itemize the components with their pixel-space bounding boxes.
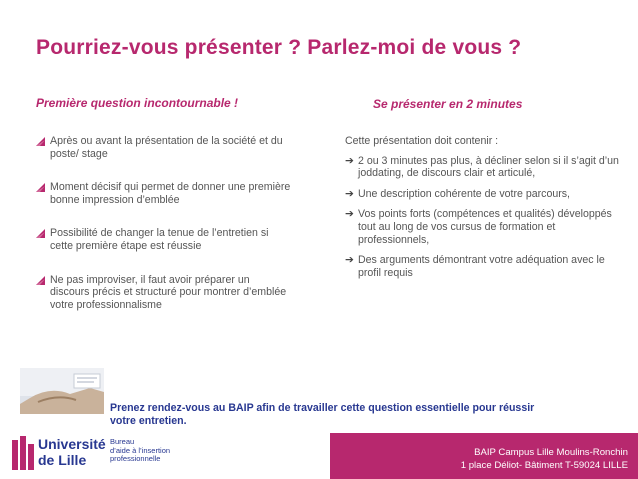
arrow-right-icon: ➔	[345, 187, 354, 200]
list-item	[36, 181, 291, 206]
slide-title: Pourriez-vous présenter ? Parlez-moi de vous ?	[36, 36, 522, 59]
bureau-name	[110, 438, 170, 464]
bureau-line-3: professionnelle	[110, 454, 161, 464]
address-line-1: BAIP Campus Lille Moulins-Ronchin	[474, 447, 628, 458]
address-line-2: 1 place Déliot- Bâtiment T-59024 LILLE	[460, 460, 628, 471]
bullet-marker-icon	[36, 137, 45, 146]
bullet-text: Après ou avant la présentation de la société et du poste/ stage	[50, 135, 283, 160]
university-name-line-1: Université	[38, 436, 106, 452]
university-name	[38, 436, 106, 468]
bullet-text: Possibilité de changer la tenue de l’entretien si cette première étape est réussie	[50, 227, 269, 252]
right-subheading: Se présenter en 2 minutes	[373, 97, 523, 111]
list-item	[345, 155, 625, 180]
arrow-right-icon: ➔	[345, 154, 354, 167]
item-text: Vos points forts (compétences et qualités) développés tout au long de vos cursus de formation et professionnels,	[358, 208, 612, 246]
list-item	[36, 227, 291, 252]
bullet-marker-icon	[36, 183, 45, 192]
arrow-right-icon: ➔	[345, 208, 354, 221]
university-logo-icon	[8, 434, 38, 476]
call-to-action: Prenez rendez-vous au BAIP afin de travailler cette question essentielle pour réussir votre entretien.	[110, 402, 535, 427]
list-item	[36, 274, 291, 312]
list-item	[345, 208, 625, 246]
bullet-marker-icon	[36, 229, 45, 238]
university-name-line-2: de Lille	[38, 452, 87, 468]
list-item	[36, 135, 291, 160]
item-text: Des arguments démontrant votre adéquation avec le profil requis	[358, 254, 605, 279]
right-content	[345, 135, 625, 287]
bureau-line-1: Bureau	[110, 437, 135, 446]
bullet-text: Ne pas improviser, il faut avoir préparer un discours précis et structuré pour montrer d’emblée votre professionnalisme	[50, 273, 287, 311]
left-subheading: Première question incontournable !	[36, 96, 239, 110]
footer-address	[461, 446, 628, 472]
list-item	[345, 188, 625, 201]
arrow-right-icon: ➔	[345, 254, 354, 267]
item-text: 2 ou 3 minutes pas plus, à décliner selon si il s’agit d’un joddating, de discours clair et articulé,	[358, 154, 619, 180]
intro-text: Cette présentation doit contenir :	[345, 135, 499, 147]
list-item	[345, 254, 625, 279]
handshake-photo-icon	[20, 368, 104, 414]
bullet-text: Moment décisif qui permet de donner une première bonne impression d’emblée	[50, 181, 291, 206]
bureau-line-2: d’aide à l’insertion	[110, 445, 171, 455]
item-text: Une description cohérente de votre parcours,	[358, 187, 570, 200]
left-bullet-list	[36, 135, 291, 311]
bullet-marker-icon	[36, 276, 45, 285]
